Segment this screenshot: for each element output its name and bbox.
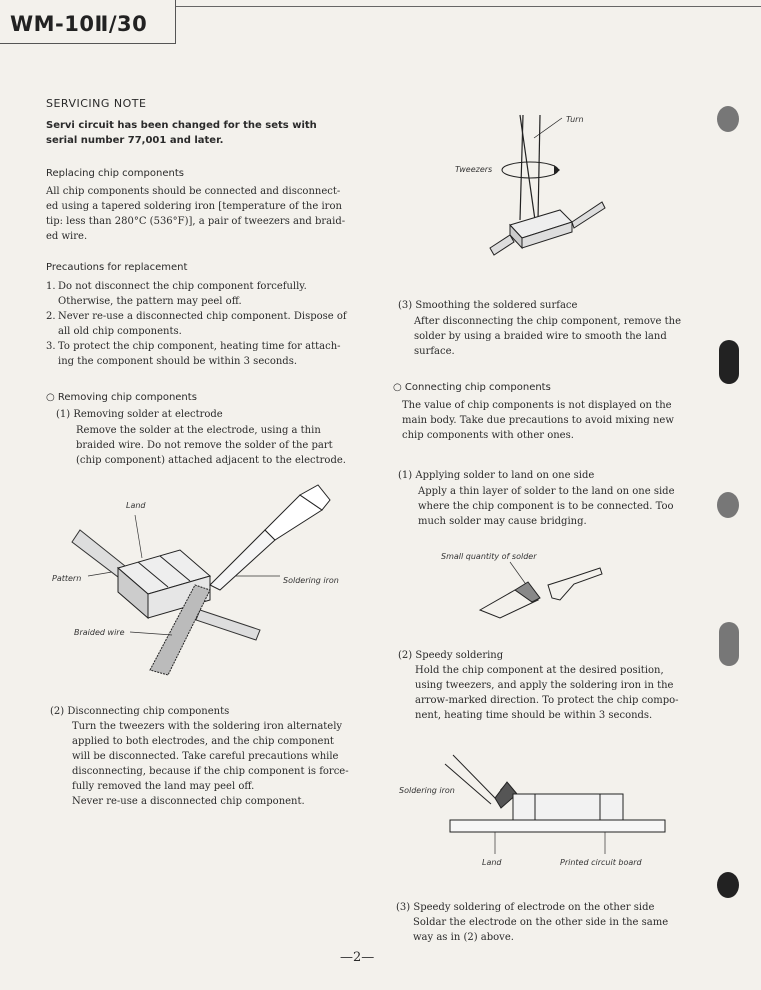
connecting-text: The value of chip components is not displayed on the main body. Take due precautions to avoid mixing new chip components with other ones. [402, 400, 674, 441]
precautions-list [46, 279, 356, 369]
servicing-note-title: SERVICING NOTE [46, 97, 147, 110]
speedy-land-label: Land [482, 858, 502, 867]
removing-text: Remove the solder at the electrode, using a thin braided wire. Do not remove the solder of the part (chip component) attached adjacent to the electrode. [76, 425, 346, 466]
tweezers-label: Tweezers [455, 165, 493, 174]
precautions-title: Precautions for replacement [46, 262, 188, 273]
land-label: Land [126, 501, 146, 510]
pattern-label: Pattern [52, 574, 82, 583]
disconnecting-title: (2) Disconnecting chip components [50, 706, 230, 717]
replacing-title: Replacing chip components [46, 168, 184, 179]
speedy-iron-label: Soldering iron [399, 786, 455, 795]
page-number: —2— [340, 950, 375, 965]
solder-quantity-label: Small quantity of solder [441, 552, 537, 561]
tweezers-turn-figure [450, 110, 620, 270]
speedy-text: Hold the chip component at the desired position, using tweezers, and apply the soldering iron in the arrow-marked direction. To protect the chip compo- nent, heating time should be within 3 seconds. [415, 665, 679, 721]
removing-title: ○ Removing chip components [46, 392, 197, 403]
connecting-title: ○ Connecting chip components [393, 382, 551, 393]
other-side-text: Soldar the electrode on the other side in the same way as in (2) above. [413, 917, 669, 943]
serial-note: Servi circuit has been changed for the sets with serial number 77,001 and later. [46, 120, 317, 146]
replacing-text: All chip components should be connected and disconnect- ed using a tapered soldering iron [temperature of the iron tip: less than 280°C (536°F)], a pair of tweezers and braid- ed wire. [46, 186, 346, 242]
punch-hole [717, 872, 739, 898]
removing-subtitle: (1) Removing solder at electrode [56, 409, 223, 420]
other-side-title: (3) Speedy soldering of electrode on the other side [396, 902, 655, 913]
punch-hole [719, 622, 739, 666]
applying-title: (1) Applying solder to land on one side [398, 470, 595, 481]
disconnecting-text: Turn the tweezers with the soldering iron alternately applied to both electrodes, and the chip component will be disconnected. Take careful precautions while disconnecting, because if the chip component is force- fully removed the land may peel off. Never re-use a disconnected chip component. [72, 721, 349, 807]
speedy-soldering-figure [395, 750, 675, 870]
precaution-item: 2. Never re-use a disconnected chip component. Dispose of all old chip components. [46, 311, 347, 337]
model-number: WM-10Ⅱ/30 [0, 0, 176, 44]
pcb-label: Printed circuit board [560, 858, 642, 867]
soldering-iron-label: Soldering iron [283, 576, 339, 585]
braided-wire-label: Braided wire [74, 628, 125, 637]
punch-hole [719, 340, 739, 384]
speedy-title: (2) Speedy soldering [398, 650, 504, 661]
precaution-item: 3. To protect the chip component, heating time for attach- ing the component should be within 3 seconds. [46, 341, 341, 367]
punch-hole [717, 106, 739, 132]
punch-hole [717, 492, 739, 518]
applying-text: Apply a thin layer of solder to the land on one side where the chip component is to be connected. Too much solder may cause bridging. [418, 486, 675, 527]
turn-label: Turn [566, 115, 584, 124]
precaution-item: 1. Do not disconnect the chip component forcefully. Otherwise, the pattern may peel off. [46, 281, 307, 307]
smoothing-title: (3) Smoothing the soldered surface [398, 300, 578, 311]
solder-quantity-figure [470, 560, 620, 630]
smoothing-text: After disconnecting the chip component, remove the solder by using a braided wire to smooth the land surface. [414, 316, 682, 357]
header-rule [176, 6, 761, 7]
